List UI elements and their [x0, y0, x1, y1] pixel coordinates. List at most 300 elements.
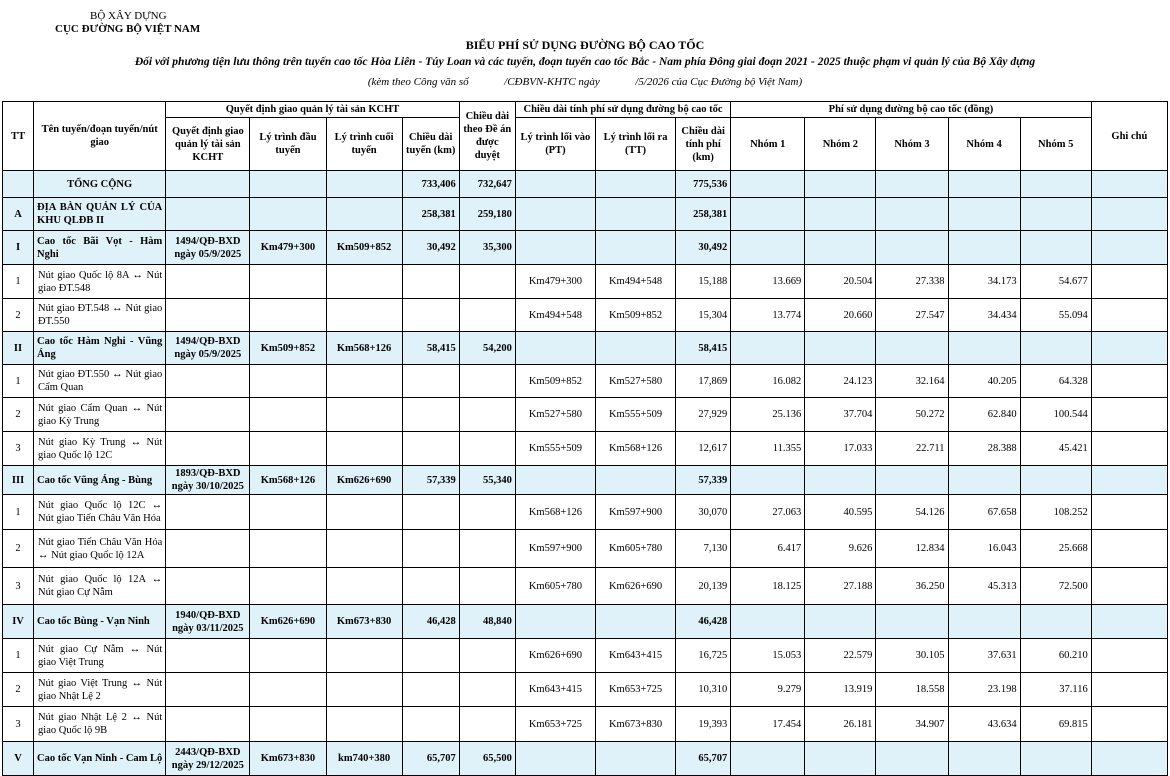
cell-entry: Km626+690 — [515, 639, 595, 673]
cell-length-plan — [459, 265, 515, 299]
cell-exit: Km626+690 — [595, 568, 675, 605]
cell-exit: Km494+548 — [595, 265, 675, 299]
cell-group-3: 27.547 — [876, 299, 948, 332]
cell-name: Nút giao Việt Trung ↔ Nút giao Nhật Lệ 2 — [34, 673, 166, 707]
cell-toll-length: 57,339 — [676, 466, 731, 495]
cell-entry: Km494+548 — [515, 299, 595, 332]
cell-group-2: 22.579 — [805, 639, 876, 673]
cell-toll-length: 30,070 — [676, 495, 731, 530]
cell-end: Km673+830 — [326, 605, 402, 639]
cell-group-2: 20.660 — [805, 299, 876, 332]
cell-length-plan: 35,300 — [459, 231, 515, 265]
cell-note — [1091, 742, 1167, 776]
cell-group-4: 28.388 — [948, 432, 1020, 466]
cell-group-2: 9.626 — [805, 530, 876, 568]
cell-end — [326, 365, 402, 398]
cell-group-1: 17.454 — [731, 707, 805, 742]
table-row — [3, 707, 1168, 742]
cell-group-1 — [731, 171, 805, 198]
cell-length — [402, 365, 459, 398]
cell-group-5: 108.252 — [1020, 495, 1091, 530]
cell-end — [326, 568, 402, 605]
cell-entry: Km653+725 — [515, 707, 595, 742]
col-toll-length: Chiều dài tính phí (km) — [676, 118, 731, 171]
cell-decision: 1494/QĐ-BXD ngày 05/9/2025 — [166, 332, 250, 365]
cell-tt: 2 — [3, 530, 34, 568]
cell-exit — [595, 332, 675, 365]
cell-decision — [166, 530, 250, 568]
cell-length-plan: 55,340 — [459, 466, 515, 495]
cell-group-3: 22.711 — [876, 432, 948, 466]
section-row — [3, 332, 1168, 365]
col-exit: Lý trình lối ra (TT) — [595, 118, 675, 171]
cell-group-3: 32.164 — [876, 365, 948, 398]
cell-note — [1091, 673, 1167, 707]
cell-group-2: 37.704 — [805, 398, 876, 432]
cell-entry — [515, 605, 595, 639]
cell-length-plan — [459, 495, 515, 530]
cell-length — [402, 707, 459, 742]
cell-name: Nút giao Quốc lộ 12C ↔ Nút giao Tiến Châu Văn Hóa — [34, 495, 166, 530]
cell-decision — [166, 568, 250, 605]
cell-note — [1091, 568, 1167, 605]
cell-group-3 — [876, 171, 948, 198]
cell-length: 258,381 — [402, 198, 459, 231]
cell-group-1 — [731, 605, 805, 639]
cell-group-4: 34.434 — [948, 299, 1020, 332]
cell-length — [402, 265, 459, 299]
cell-exit: Km605+780 — [595, 530, 675, 568]
group-toll-length: Chiều dài tính phí sử dụng đường bộ cao tốc — [515, 102, 730, 118]
cell-group-1 — [731, 231, 805, 265]
table-row — [3, 568, 1168, 605]
cell-note — [1091, 707, 1167, 742]
cell-note — [1091, 231, 1167, 265]
cell-length: 46,428 — [402, 605, 459, 639]
cell-length — [402, 639, 459, 673]
cell-group-3: 18.558 — [876, 673, 948, 707]
cell-decision — [166, 707, 250, 742]
cell-note — [1091, 265, 1167, 299]
cell-note — [1091, 432, 1167, 466]
cell-group-2: 40.595 — [805, 495, 876, 530]
cell-group-4: 62.840 — [948, 398, 1020, 432]
cell-group-5: 100.544 — [1020, 398, 1091, 432]
cell-group-5: 69.815 — [1020, 707, 1091, 742]
cell-length: 733,406 — [402, 171, 459, 198]
cell-entry — [515, 171, 595, 198]
cell-entry — [515, 198, 595, 231]
cell-note — [1091, 639, 1167, 673]
cell-group-4: 45.313 — [948, 568, 1020, 605]
cell-start — [250, 299, 326, 332]
cell-start — [250, 171, 326, 198]
cell-note — [1091, 530, 1167, 568]
cell-decision: 1893/QĐ-BXD ngày 30/10/2025 — [166, 466, 250, 495]
cell-start: Km673+830 — [250, 742, 326, 776]
cell-group-4 — [948, 171, 1020, 198]
cell-end — [326, 432, 402, 466]
cell-length: 30,492 — [402, 231, 459, 265]
cell-toll-length: 775,536 — [676, 171, 731, 198]
cell-start — [250, 398, 326, 432]
col-end: Lý trình cuối tuyến — [326, 118, 402, 171]
cell-tt: IV — [3, 605, 34, 639]
cell-exit: Km509+852 — [595, 299, 675, 332]
cell-exit — [595, 605, 675, 639]
cell-name: Nút giao Quốc lộ 8A ↔ Nút giao ĐT.548 — [34, 265, 166, 299]
cell-name: Nút giao ĐT.548 ↔ Nút giao ĐT.550 — [34, 299, 166, 332]
cell-entry: Km555+509 — [515, 432, 595, 466]
cell-length-plan — [459, 299, 515, 332]
cell-name: ĐỊA BÀN QUẢN LÝ CỦA KHU QLĐB II — [34, 198, 166, 231]
cell-length-plan — [459, 398, 515, 432]
group-decision: Quyết định giao quản lý tài sản KCHT — [166, 102, 460, 118]
cell-group-4: 37.631 — [948, 639, 1020, 673]
col-group-3: Nhóm 3 — [876, 118, 948, 171]
document-subtitle: Đối với phương tiện lưu thông trên tuyến cao tốc Hòa Liên - Túy Loan và các tuyến, đoạn tuyến cao tốc Bắc - Nam phía Đông giai đoạn 2021 - 2025 thuộc phạm vi quản lý của Bộ Xây dựng — [134, 56, 1036, 68]
cell-entry — [515, 231, 595, 265]
cell-group-3 — [876, 466, 948, 495]
cell-group-2: 17.033 — [805, 432, 876, 466]
cell-group-5 — [1020, 332, 1091, 365]
cell-exit — [595, 466, 675, 495]
cell-group-4: 43.634 — [948, 707, 1020, 742]
cell-group-4: 23.198 — [948, 673, 1020, 707]
cell-group-3: 34.907 — [876, 707, 948, 742]
cell-exit: Km597+900 — [595, 495, 675, 530]
cell-length-plan — [459, 530, 515, 568]
cell-exit: Km527+580 — [595, 365, 675, 398]
cell-group-1 — [731, 466, 805, 495]
cell-group-1: 9.279 — [731, 673, 805, 707]
col-note: Ghi chú — [1091, 102, 1167, 171]
cell-start: Km626+690 — [250, 605, 326, 639]
cell-tt: 2 — [3, 398, 34, 432]
cell-note — [1091, 171, 1167, 198]
cell-length — [402, 673, 459, 707]
cell-tt: 1 — [3, 265, 34, 299]
cell-entry — [515, 466, 595, 495]
cell-length — [402, 568, 459, 605]
cell-group-5 — [1020, 742, 1091, 776]
cell-length: 65,707 — [402, 742, 459, 776]
cell-start: Km479+300 — [250, 231, 326, 265]
cell-group-3 — [876, 742, 948, 776]
cell-end — [326, 198, 402, 231]
cell-group-3: 12.834 — [876, 530, 948, 568]
cell-end: Km568+126 — [326, 332, 402, 365]
cell-group-4 — [948, 466, 1020, 495]
cell-decision — [166, 365, 250, 398]
table-row — [3, 365, 1168, 398]
cell-group-2: 20.504 — [805, 265, 876, 299]
cell-end — [326, 171, 402, 198]
cell-group-1 — [731, 198, 805, 231]
cell-entry: Km605+780 — [515, 568, 595, 605]
cell-toll-length: 58,415 — [676, 332, 731, 365]
cell-toll-length: 10,310 — [676, 673, 731, 707]
cell-length — [402, 299, 459, 332]
table-row — [3, 299, 1168, 332]
cell-name: Cao tốc Hàm Nghi - Vũng Áng — [34, 332, 166, 365]
cell-toll-length: 65,707 — [676, 742, 731, 776]
cell-name: Nút giao Kỳ Trung ↔ Nút giao Quốc lộ 12C — [34, 432, 166, 466]
cell-start — [250, 568, 326, 605]
cell-length: 58,415 — [402, 332, 459, 365]
cell-start — [250, 707, 326, 742]
cell-length-plan — [459, 639, 515, 673]
col-start: Lý trình đầu tuyến — [250, 118, 326, 171]
document-note — [0, 76, 1170, 88]
cell-decision — [166, 432, 250, 466]
cell-exit: Km643+415 — [595, 639, 675, 673]
col-name: Tên tuyến/đoạn tuyến/nút giao — [34, 102, 166, 171]
col-tt: TT — [3, 102, 34, 171]
cell-decision — [166, 398, 250, 432]
cell-group-1 — [731, 332, 805, 365]
cell-end: Km509+852 — [326, 231, 402, 265]
cell-group-5: 45.421 — [1020, 432, 1091, 466]
note-part-3: /5/2026 của Cục Đường bộ Việt Nam) — [635, 76, 803, 88]
cell-tt: III — [3, 466, 34, 495]
cell-group-3: 54.126 — [876, 495, 948, 530]
cell-group-5: 55.094 — [1020, 299, 1091, 332]
cell-length — [402, 530, 459, 568]
cell-note — [1091, 605, 1167, 639]
cell-group-3 — [876, 332, 948, 365]
cell-group-5: 37.116 — [1020, 673, 1091, 707]
cell-toll-length: 7,130 — [676, 530, 731, 568]
cell-note — [1091, 466, 1167, 495]
cell-exit: Km555+509 — [595, 398, 675, 432]
cell-exit — [595, 198, 675, 231]
table-row — [3, 495, 1168, 530]
cell-length-plan: 54,200 — [459, 332, 515, 365]
cell-group-1: 6.417 — [731, 530, 805, 568]
cell-length-plan — [459, 365, 515, 398]
cell-name: Nút giao Nhật Lệ 2 ↔ Nút giao Quốc lộ 9B — [34, 707, 166, 742]
cell-start — [250, 530, 326, 568]
cell-name: Nút giao Cẩm Quan ↔ Nút giao Kỳ Trung — [34, 398, 166, 432]
section-row — [3, 742, 1168, 776]
cell-exit — [595, 231, 675, 265]
cell-group-3 — [876, 231, 948, 265]
note-part-2: /CĐBVN-KHTC ngày — [504, 76, 600, 88]
col-group-4: Nhóm 4 — [948, 118, 1020, 171]
cell-length-plan — [459, 673, 515, 707]
cell-group-2 — [805, 231, 876, 265]
cell-decision — [166, 495, 250, 530]
document-title: BIỂU PHÍ SỬ DỤNG ĐƯỜNG BỘ CAO TỐC — [465, 38, 705, 52]
cell-group-1: 16.082 — [731, 365, 805, 398]
cell-length-plan: 65,500 — [459, 742, 515, 776]
cell-entry: Km643+415 — [515, 673, 595, 707]
cell-group-1: 13.774 — [731, 299, 805, 332]
cell-decision — [166, 299, 250, 332]
cell-group-1: 11.355 — [731, 432, 805, 466]
cell-length-plan — [459, 707, 515, 742]
cell-exit: Km673+830 — [595, 707, 675, 742]
col-group-1: Nhóm 1 — [731, 118, 805, 171]
table-row — [3, 673, 1168, 707]
cell-group-5 — [1020, 231, 1091, 265]
col-group-5: Nhóm 5 — [1020, 118, 1091, 171]
cell-entry — [515, 742, 595, 776]
cell-toll-length: 17,869 — [676, 365, 731, 398]
section-row — [3, 466, 1168, 495]
cell-end — [326, 265, 402, 299]
cell-decision: 1940/QĐ-BXD ngày 03/11/2025 — [166, 605, 250, 639]
cell-toll-length: 46,428 — [676, 605, 731, 639]
cell-group-4 — [948, 742, 1020, 776]
col-entry: Lý trình lối vào (PT) — [515, 118, 595, 171]
cell-tt: 1 — [3, 495, 34, 530]
cell-exit: Km568+126 — [595, 432, 675, 466]
cell-entry — [515, 332, 595, 365]
cell-tt: 3 — [3, 707, 34, 742]
cell-toll-length: 16,725 — [676, 639, 731, 673]
cell-group-2: 26.181 — [805, 707, 876, 742]
cell-start: Km509+852 — [250, 332, 326, 365]
cell-group-5: 54.677 — [1020, 265, 1091, 299]
cell-tt — [3, 171, 34, 198]
cell-group-1 — [731, 742, 805, 776]
section-row — [3, 605, 1168, 639]
cell-end: Km626+690 — [326, 466, 402, 495]
cell-group-4 — [948, 198, 1020, 231]
cell-entry: Km509+852 — [515, 365, 595, 398]
cell-decision — [166, 673, 250, 707]
cell-toll-length: 15,188 — [676, 265, 731, 299]
department-name: CỤC ĐƯỜNG BỘ VIỆT NAM — [55, 23, 201, 35]
cell-name: Nút giao Quốc lộ 12A ↔ Nút giao Cự Nẫm — [34, 568, 166, 605]
cell-length-plan: 48,840 — [459, 605, 515, 639]
cell-toll-length: 20,139 — [676, 568, 731, 605]
cell-group-4 — [948, 332, 1020, 365]
cell-start — [250, 265, 326, 299]
cell-group-3: 36.250 — [876, 568, 948, 605]
cell-toll-length: 15,304 — [676, 299, 731, 332]
cell-end — [326, 495, 402, 530]
cell-group-2: 24.123 — [805, 365, 876, 398]
cell-group-5 — [1020, 171, 1091, 198]
cell-group-5: 60.210 — [1020, 639, 1091, 673]
section-row — [3, 231, 1168, 265]
cell-group-5: 25.668 — [1020, 530, 1091, 568]
cell-decision: 2443/QĐ-BXD ngày 29/12/2025 — [166, 742, 250, 776]
cell-tt: 2 — [3, 673, 34, 707]
cell-note — [1091, 398, 1167, 432]
cell-name: Cao tốc Vũng Áng - Bùng — [34, 466, 166, 495]
fee-table — [2, 101, 1168, 776]
cell-length — [402, 432, 459, 466]
cell-group-1: 25.136 — [731, 398, 805, 432]
cell-length — [402, 398, 459, 432]
table-row — [3, 265, 1168, 299]
cell-group-2 — [805, 198, 876, 231]
cell-start — [250, 639, 326, 673]
cell-length-plan — [459, 432, 515, 466]
cell-group-4 — [948, 605, 1020, 639]
cell-tt: 3 — [3, 432, 34, 466]
cell-group-4: 67.658 — [948, 495, 1020, 530]
cell-tt: II — [3, 332, 34, 365]
cell-decision — [166, 265, 250, 299]
cell-tt: V — [3, 742, 34, 776]
section-row — [3, 198, 1168, 231]
cell-group-5 — [1020, 198, 1091, 231]
cell-group-5 — [1020, 605, 1091, 639]
group-fee: Phí sử dụng đường bộ cao tốc (đồng) — [731, 102, 1092, 118]
table-row — [3, 639, 1168, 673]
cell-note — [1091, 365, 1167, 398]
col-decision: Quyết định giao quản lý tài sản KCHT — [166, 118, 250, 171]
cell-group-4: 40.205 — [948, 365, 1020, 398]
cell-exit — [595, 742, 675, 776]
cell-end — [326, 398, 402, 432]
total-row — [3, 171, 1168, 198]
cell-tt: 1 — [3, 639, 34, 673]
cell-group-3: 27.338 — [876, 265, 948, 299]
cell-group-5: 72.500 — [1020, 568, 1091, 605]
cell-decision — [166, 171, 250, 198]
cell-group-2 — [805, 171, 876, 198]
cell-tt: 2 — [3, 299, 34, 332]
cell-group-2 — [805, 332, 876, 365]
cell-end — [326, 707, 402, 742]
cell-group-2 — [805, 466, 876, 495]
cell-length-plan: 732,647 — [459, 171, 515, 198]
cell-end: km740+380 — [326, 742, 402, 776]
cell-name: TỔNG CỘNG — [34, 171, 166, 198]
cell-start: Km568+126 — [250, 466, 326, 495]
cell-toll-length: 19,393 — [676, 707, 731, 742]
cell-toll-length: 27,929 — [676, 398, 731, 432]
col-length: Chiều dài tuyến (km) — [402, 118, 459, 171]
cell-toll-length: 12,617 — [676, 432, 731, 466]
note-part-1: (kèm theo Công văn số — [367, 76, 469, 88]
cell-start — [250, 198, 326, 231]
cell-note — [1091, 332, 1167, 365]
cell-group-1: 18.125 — [731, 568, 805, 605]
col-group-2: Nhóm 2 — [805, 118, 876, 171]
cell-length-plan: 259,180 — [459, 198, 515, 231]
cell-group-1: 27.063 — [731, 495, 805, 530]
cell-tt: 3 — [3, 568, 34, 605]
table-row — [3, 432, 1168, 466]
cell-exit: Km653+725 — [595, 673, 675, 707]
cell-group-4 — [948, 231, 1020, 265]
cell-group-1: 13.669 — [731, 265, 805, 299]
cell-end — [326, 673, 402, 707]
cell-entry: Km479+300 — [515, 265, 595, 299]
cell-group-1: 15.053 — [731, 639, 805, 673]
cell-group-3 — [876, 605, 948, 639]
cell-start — [250, 365, 326, 398]
cell-name: Nút giao Cự Nẫm ↔ Nút giao Việt Trung — [34, 639, 166, 673]
cell-group-4: 16.043 — [948, 530, 1020, 568]
cell-name: Cao tốc Bùng - Vạn Ninh — [34, 605, 166, 639]
cell-end — [326, 530, 402, 568]
cell-group-2: 27.188 — [805, 568, 876, 605]
cell-note — [1091, 299, 1167, 332]
table-row — [3, 530, 1168, 568]
cell-note — [1091, 198, 1167, 231]
cell-group-4: 34.173 — [948, 265, 1020, 299]
cell-group-5: 64.328 — [1020, 365, 1091, 398]
cell-entry: Km527+580 — [515, 398, 595, 432]
